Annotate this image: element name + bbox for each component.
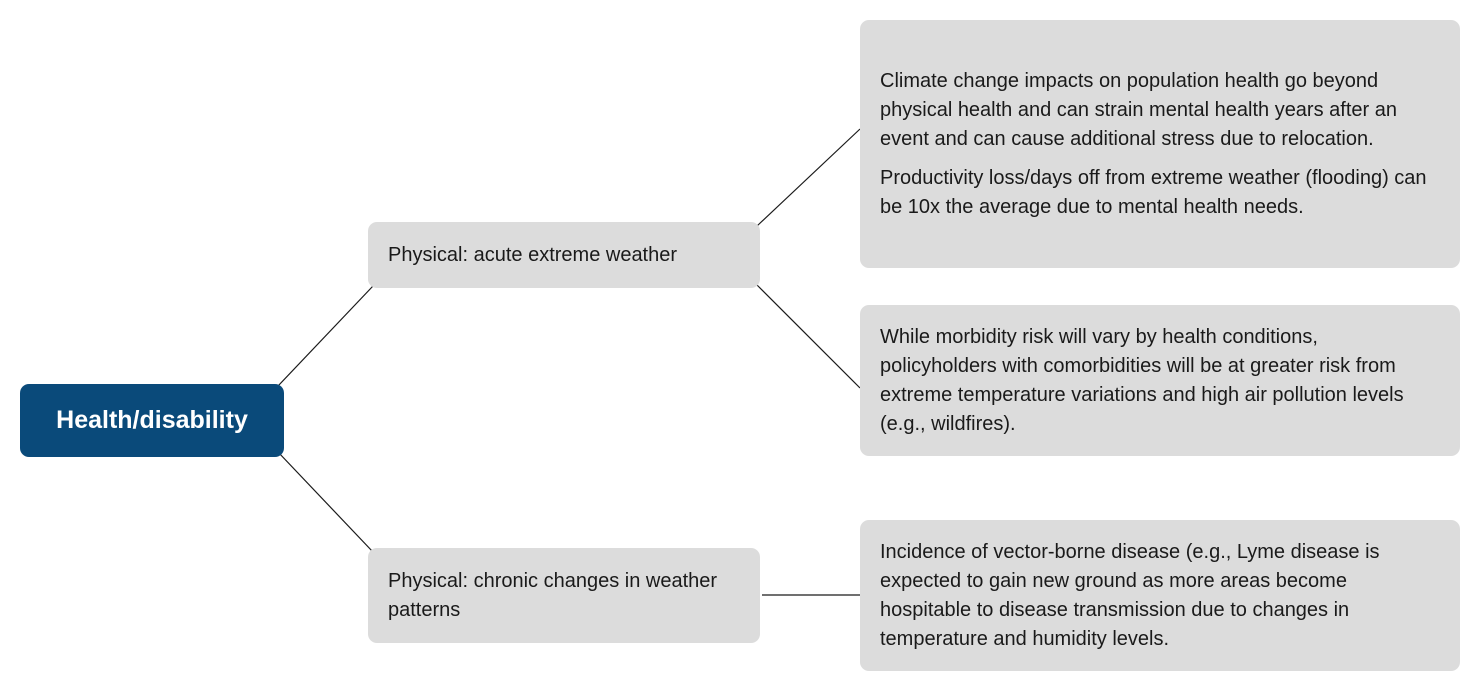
connector-root-to-chronic bbox=[278, 452, 373, 552]
branch-node-acute-weather bbox=[368, 222, 760, 288]
connector-root-to-acute bbox=[278, 286, 373, 386]
connector-acute-to-mental bbox=[757, 129, 860, 226]
detail-node-vector-borne-disease bbox=[860, 520, 1460, 671]
detail-paragraph: Productivity loss/days off from extreme weather (flooding) can be 10x the average due to mental health needs. bbox=[880, 166, 1427, 218]
detail-paragraph: Incidence of vector-borne disease (e.g., Lyme disease is expected to gain new ground as more areas become hospitable to disease transmission due to changes in temperature and humidity levels. bbox=[880, 540, 1380, 650]
detail-paragraph: Climate change impacts on population health go beyond physical health and can strain mental health years after an event and can cause additional stress due to relocation. bbox=[880, 69, 1397, 150]
branch-label: Physical: acute extreme weather bbox=[388, 243, 678, 266]
detail-paragraph: While morbidity risk will vary by health conditions, policyholders with comorbidities will be at greater risk from extreme temperature variations and high air pollution levels (e.g., wildfires). bbox=[880, 325, 1404, 435]
detail-node-mental-health bbox=[860, 20, 1460, 268]
detail-node-morbidity-risk bbox=[860, 305, 1460, 456]
branch-node-chronic-weather bbox=[368, 548, 760, 643]
root-node bbox=[20, 384, 284, 457]
branch-label: Physical: chronic changes in weather patterns bbox=[388, 569, 718, 621]
connector-acute-to-morbidity bbox=[757, 285, 860, 388]
root-label: Health/disability bbox=[56, 406, 248, 434]
